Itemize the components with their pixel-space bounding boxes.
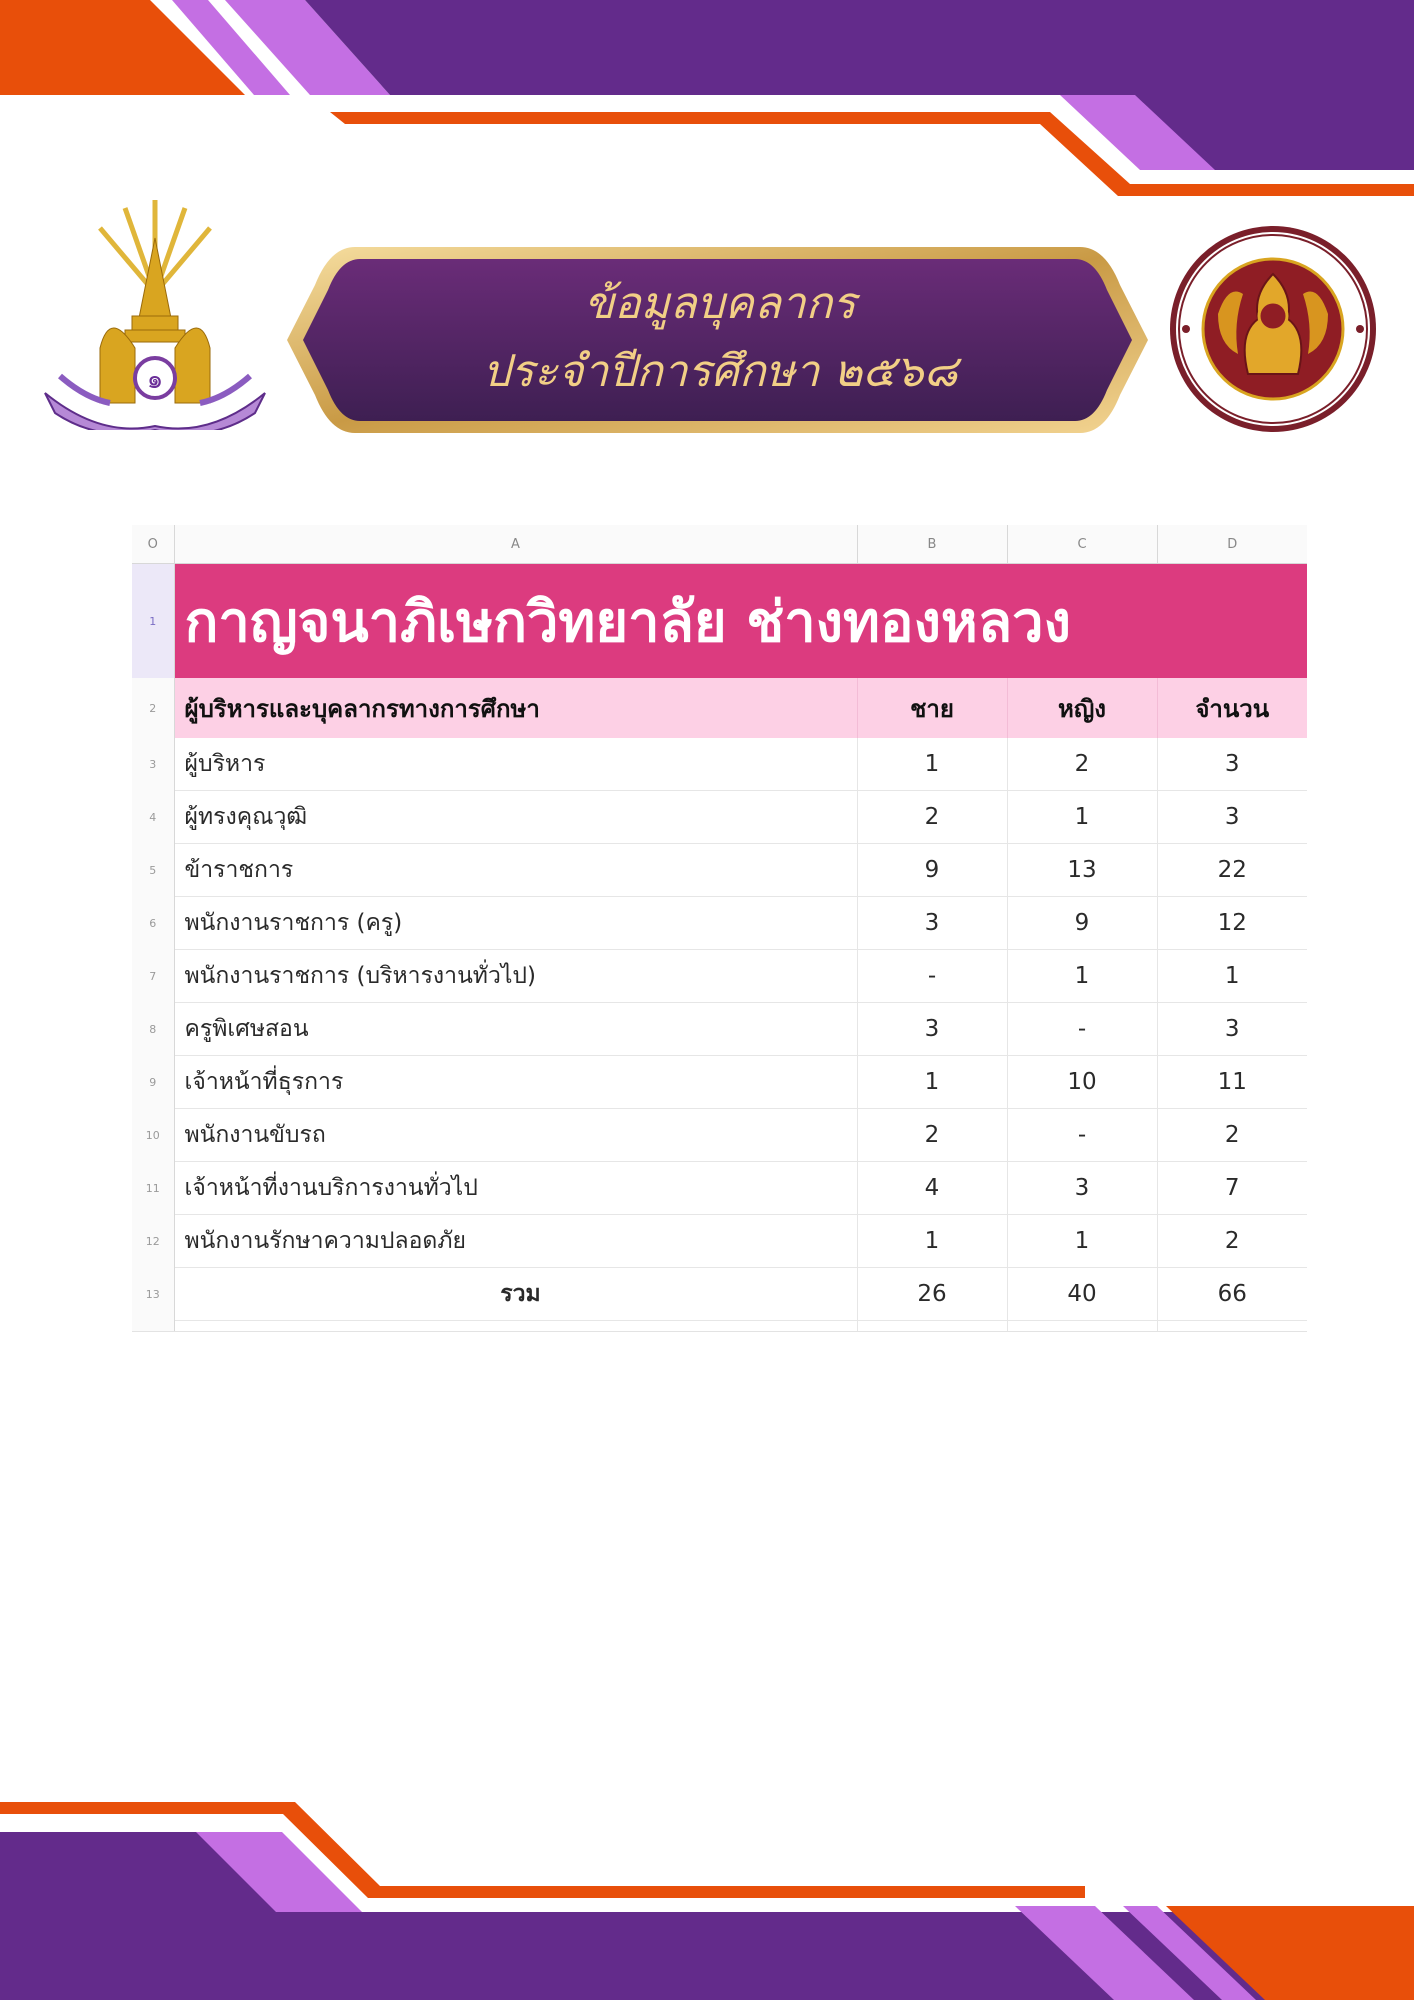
staff-type-cell[interactable]: เจ้าหน้าที่ธุรการ [174, 1056, 857, 1109]
column-header-b[interactable]: B [857, 525, 1007, 564]
male-count-cell[interactable]: 1 [857, 738, 1007, 791]
corner-cell[interactable]: O [132, 525, 174, 564]
male-count-cell[interactable]: 1 [857, 1056, 1007, 1109]
table-row [132, 897, 1307, 950]
total-count-cell[interactable]: 3 [1157, 738, 1307, 791]
total-count-cell[interactable]: 1 [1157, 950, 1307, 1003]
table-row [132, 1162, 1307, 1215]
header-female[interactable]: หญิง [1007, 678, 1157, 738]
total-female[interactable]: 40 [1007, 1268, 1157, 1321]
row-number[interactable]: 8 [132, 1003, 174, 1056]
total-count-cell[interactable]: 2 [1157, 1109, 1307, 1162]
staff-type-cell[interactable]: เจ้าหน้าที่งานบริการงานทั่วไป [174, 1162, 857, 1215]
table-row [132, 791, 1307, 844]
header-male[interactable]: ชาย [857, 678, 1007, 738]
female-count-cell[interactable]: 1 [1007, 950, 1157, 1003]
male-count-cell[interactable]: 9 [857, 844, 1007, 897]
female-count-cell[interactable]: - [1007, 1003, 1157, 1056]
row-number[interactable]: 9 [132, 1056, 174, 1109]
row-number[interactable]: 12 [132, 1215, 174, 1268]
female-count-cell[interactable]: 3 [1007, 1162, 1157, 1215]
total-count-cell[interactable]: 7 [1157, 1162, 1307, 1215]
total-male[interactable]: 26 [857, 1268, 1007, 1321]
row-number[interactable]: 10 [132, 1109, 174, 1162]
female-count-cell[interactable]: 2 [1007, 738, 1157, 791]
svg-text:๑: ๑ [146, 365, 164, 395]
female-count-cell[interactable]: 1 [1007, 1215, 1157, 1268]
male-count-cell[interactable]: 2 [857, 791, 1007, 844]
school-emblem-icon [40, 198, 270, 430]
banner-title [290, 248, 1150, 428]
row-number[interactable]: 6 [132, 897, 174, 950]
total-count-cell[interactable]: 11 [1157, 1056, 1307, 1109]
male-count-cell[interactable]: - [857, 950, 1007, 1003]
total-count-cell[interactable]: 2 [1157, 1215, 1307, 1268]
column-header-a[interactable]: A [174, 525, 857, 564]
female-count-cell[interactable]: 1 [1007, 791, 1157, 844]
female-count-cell[interactable]: 9 [1007, 897, 1157, 950]
total-count-cell[interactable]: 3 [1157, 791, 1307, 844]
male-count-cell[interactable]: 3 [857, 897, 1007, 950]
staff-type-cell[interactable]: ผู้บริหาร [174, 738, 857, 791]
staff-type-cell[interactable]: ผู้ทรงคุณวุฒิ [174, 791, 857, 844]
top-decoration [0, 0, 1414, 200]
total-label[interactable]: รวม [174, 1268, 857, 1321]
staff-type-cell[interactable]: พนักงานราชการ (ครู) [174, 897, 857, 950]
total-all[interactable]: 66 [1157, 1268, 1307, 1321]
staff-type-cell[interactable]: ครูพิเศษสอน [174, 1003, 857, 1056]
staff-type-cell[interactable]: พนักงานรักษาความปลอดภัย [174, 1215, 857, 1268]
staff-type-cell[interactable]: พนักงานราชการ (บริหารงานทั่วไป) [174, 950, 857, 1003]
column-header-row [132, 525, 1307, 564]
row-number[interactable]: 3 [132, 738, 174, 791]
table-row [132, 1003, 1307, 1056]
staff-type-cell[interactable]: ข้าราชการ [174, 844, 857, 897]
total-count-cell[interactable]: 12 [1157, 897, 1307, 950]
row-number[interactable]: 11 [132, 1162, 174, 1215]
bottom-decoration [0, 1790, 1414, 2000]
table-row [132, 738, 1307, 791]
total-row [132, 1268, 1307, 1321]
header-staff-type[interactable]: ผู้บริหารและบุคลากรทางการศึกษา [174, 678, 857, 738]
female-count-cell[interactable]: 13 [1007, 844, 1157, 897]
table-row [132, 950, 1307, 1003]
row-number[interactable]: 2 [132, 678, 174, 738]
row-number[interactable]: 13 [132, 1268, 174, 1321]
total-count-cell[interactable]: 3 [1157, 1003, 1307, 1056]
banner-title-line2: ประจำปีการศึกษา ๒๕๖๘ [482, 346, 958, 397]
staff-type-cell[interactable]: พนักงานขับรถ [174, 1109, 857, 1162]
staff-spreadsheet [132, 525, 1307, 1332]
table-row [132, 844, 1307, 897]
table-header-row [132, 678, 1307, 738]
sheet-tail-row [132, 1321, 1307, 1332]
female-count-cell[interactable]: 10 [1007, 1056, 1157, 1109]
row-number[interactable]: 5 [132, 844, 174, 897]
table-row [132, 1109, 1307, 1162]
male-count-cell[interactable]: 3 [857, 1003, 1007, 1056]
banner-title-line1: ข้อมูลบุคลากร [584, 278, 856, 329]
row-number[interactable]: 7 [132, 950, 174, 1003]
male-count-cell[interactable]: 4 [857, 1162, 1007, 1215]
column-header-c[interactable]: C [1007, 525, 1157, 564]
row-number[interactable]: 1 [132, 564, 174, 679]
header-total[interactable]: จำนวน [1157, 678, 1307, 738]
total-count-cell[interactable]: 22 [1157, 844, 1307, 897]
male-count-cell[interactable]: 1 [857, 1215, 1007, 1268]
table-row [132, 1215, 1307, 1268]
column-header-d[interactable]: D [1157, 525, 1307, 564]
female-count-cell[interactable]: - [1007, 1109, 1157, 1162]
table-row [132, 1056, 1307, 1109]
vocational-seal-icon [1168, 224, 1378, 434]
row-number[interactable]: 4 [132, 791, 174, 844]
sheet-title-row [132, 564, 1307, 679]
male-count-cell[interactable]: 2 [857, 1109, 1007, 1162]
sheet-title[interactable]: กาญจนาภิเษกวิทยาลัย ช่างทองหลวง [174, 564, 1307, 679]
